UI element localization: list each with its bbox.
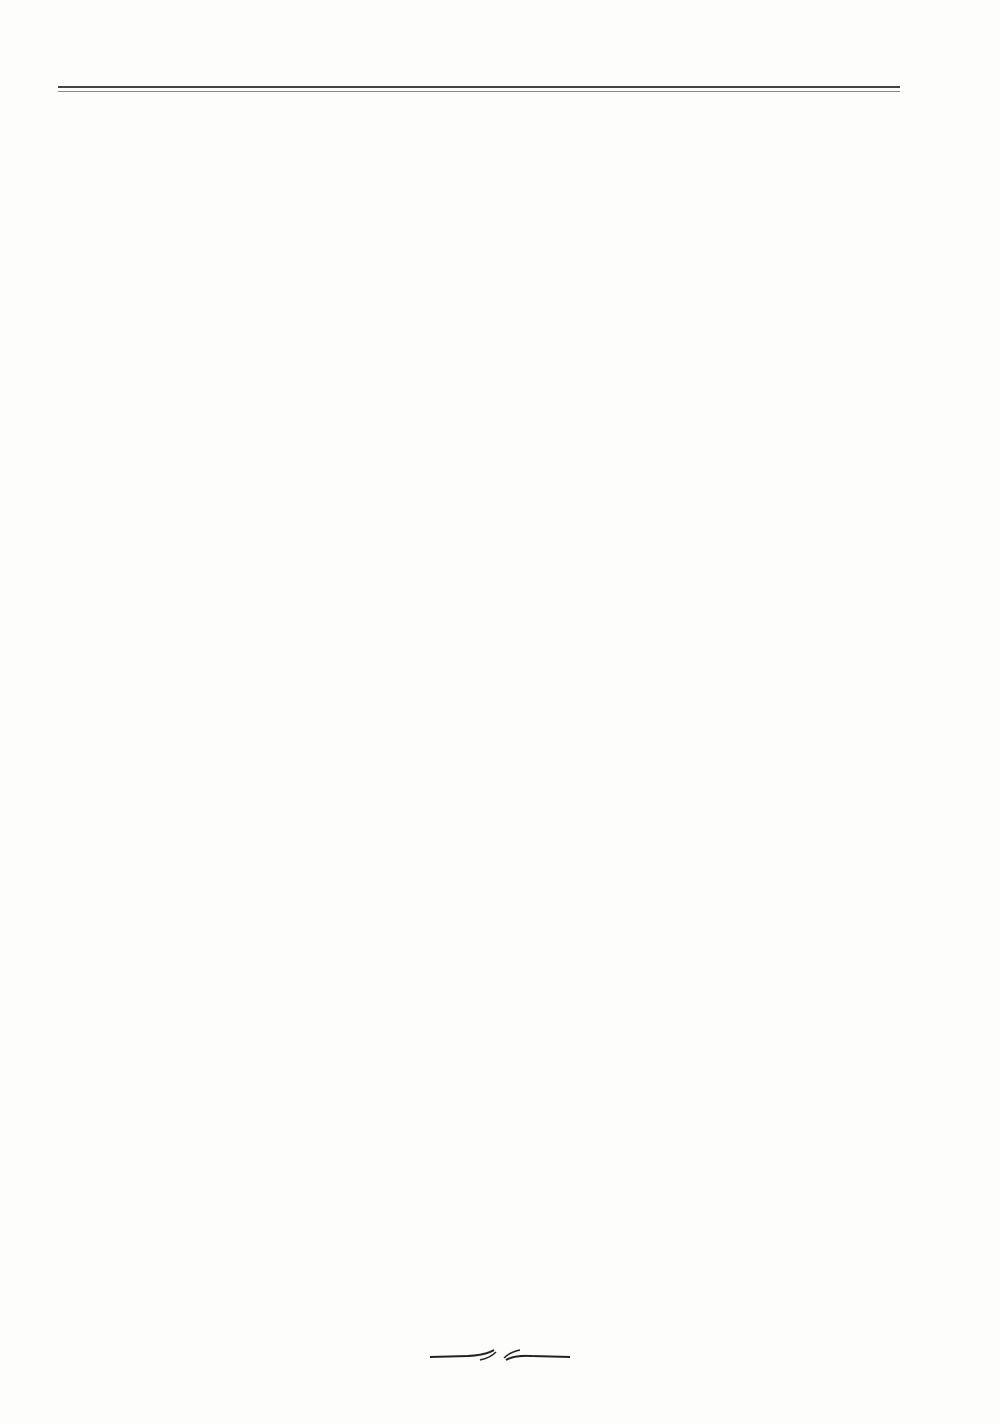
header-rule-thin xyxy=(58,91,900,92)
answer-line xyxy=(92,134,910,160)
watermark-logo xyxy=(812,1330,990,1418)
left-ornament-icon xyxy=(428,1348,498,1362)
right-ornament-icon xyxy=(502,1348,572,1362)
header-rule xyxy=(58,86,900,88)
answer-line xyxy=(56,103,910,129)
